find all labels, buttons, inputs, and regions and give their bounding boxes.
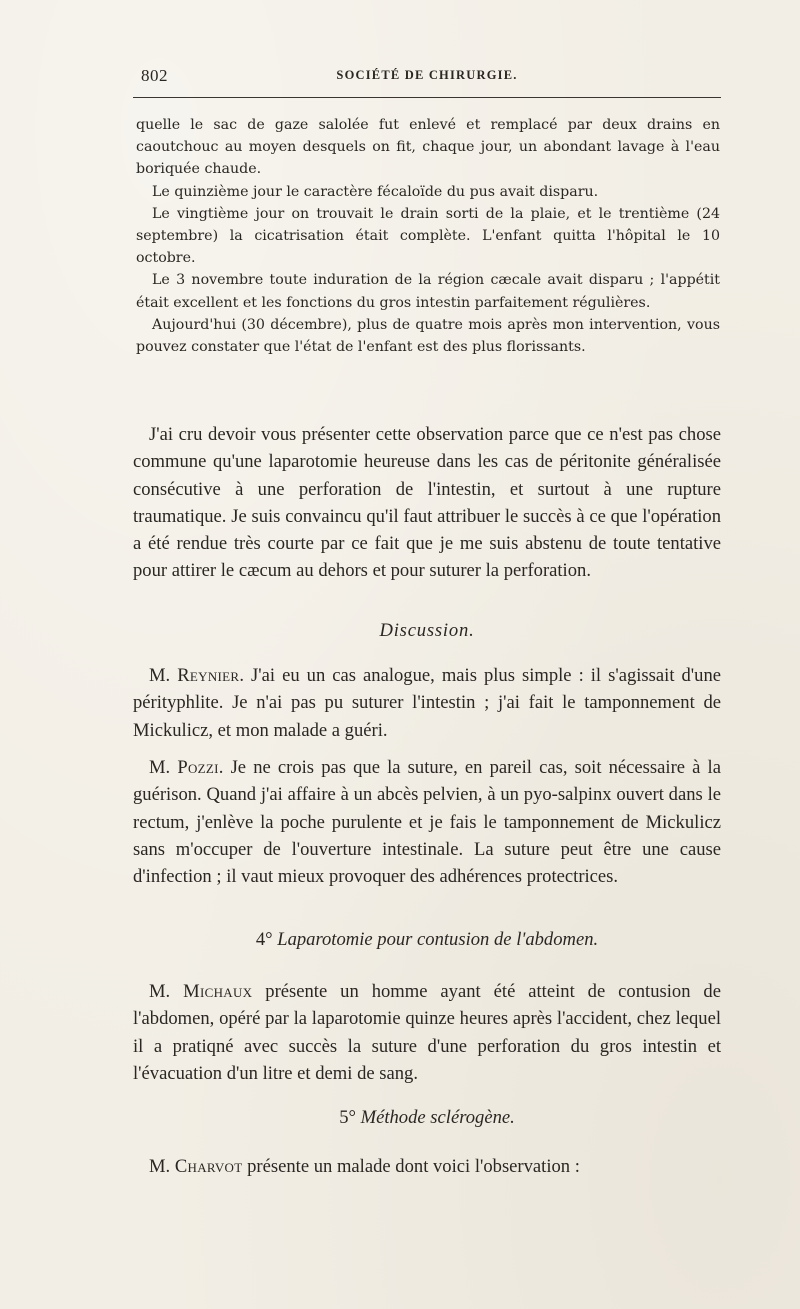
paragraph: Le vingtième jour on trouvait le drain sorti de la plaie, et le trentième (24 septembre) la cicatrisation était complète. L'enfant quitta l'hôpital le 10 octobre. <box>136 205 720 267</box>
running-head <box>133 62 721 90</box>
section-title: Méthode sclérogène. <box>360 1107 515 1128</box>
speaker-prefix: M. <box>149 1156 175 1177</box>
section-5-heading <box>133 1107 721 1129</box>
section-number: 5° <box>339 1107 356 1128</box>
paragraph: Le quinzième jour le caractère fécaloïde du pus avait disparu. <box>152 183 599 200</box>
speaker-name: Pozzi <box>177 757 219 778</box>
case-report-continuation <box>136 114 720 358</box>
speaker-prefix: M. <box>149 665 178 686</box>
pozzi-remark <box>133 754 721 890</box>
speaker-name: Charvot <box>174 1156 243 1177</box>
paragraph <box>133 978 721 1087</box>
paragraph <box>133 662 721 744</box>
remark-text: . Je ne crois pas que la suture, en pareil cas, soit nécessaire à la guérison. Quand j'ai affaire à un abcès pelvien, à un pyo-salpinx ouvert dans le rectum, j'enlève la poche purulente et je fais le tamponnement de Mickulicz sans m'occuper de l'ouverture intestinale. La suture peut être une cause d'infection ; il vaut mieux provoquer des adhérences protectrices. <box>133 757 721 888</box>
author-conclusion <box>133 421 721 585</box>
speaker-name: Michaux <box>183 981 253 1002</box>
speaker-prefix: M. <box>149 981 184 1002</box>
charvot-presentation <box>133 1153 721 1180</box>
presentation-text: présente un homme ayant été atteint de contusion de l'abdomen, opéré par la laparotomie quinze heures après l'accident, chez lequel il a pratiqné avec succès la suture d'une perforation du gros intestin et l'évacuation d'un litre et demi de sang. <box>133 981 721 1084</box>
speaker-prefix: M. <box>149 757 178 778</box>
discussion-heading: Discussion. <box>379 620 475 641</box>
paragraph: quelle le sac de gaze salolée fut enlevé et remplacé par deux drains en caoutchouc au moyen desquels on fit, chaque jour, un abondant lavage à l'eau boriquée chaude. <box>136 117 720 178</box>
section-title: Laparotomie pour contusion de l'abdomen. <box>277 929 599 950</box>
remark-text: . J'ai eu un cas analogue, mais plus simple : il s'agissait d'une pérityphlite. Je n'ai pas pu suturer l'intestin ; j'ai fait le tamponnement de Mickulicz, et mon malade a guéri. <box>133 665 721 741</box>
running-title: SOCIÉTÉ DE CHIRURGIE. <box>336 68 518 82</box>
presentation-text: présente un malade dont voici l'observation : <box>242 1156 580 1177</box>
section-number: 4° <box>255 929 273 950</box>
paragraph: Le 3 novembre toute induration de la région cæcale avait disparu ; l'appétit était excellent et les fonctions du gros intestin parfaitement régulières. <box>136 272 720 311</box>
paragraph <box>133 1153 721 1180</box>
section-4-heading <box>133 929 721 951</box>
paragraph: J'ai cru devoir vous présenter cette observation parce que ce n'est pas chose commune qu'une laparotomie heureuse dans les cas de péritonite généralisée consécutive à une perforation de l'intestin, et surtout à une rupture traumatique. Je suis convaincu qu'il faut attribuer le succès à ce que l'opération a été rendue très courte par ce fait que je me suis abstenu de toute tentative pour attirer le cæcum au dehors et pour suturer la perforation. <box>133 424 721 582</box>
page-number: 802 <box>141 66 168 85</box>
paragraph: Aujourd'hui (30 décembre), plus de quatre mois après mon intervention, vous pouvez constater que l'état de l'enfant est des plus florissants. <box>136 316 720 356</box>
reynier-remark <box>133 662 721 744</box>
speaker-name: Reynier <box>177 665 240 686</box>
paragraph <box>133 754 721 890</box>
michaux-presentation <box>133 978 721 1087</box>
header-rule <box>133 97 721 98</box>
